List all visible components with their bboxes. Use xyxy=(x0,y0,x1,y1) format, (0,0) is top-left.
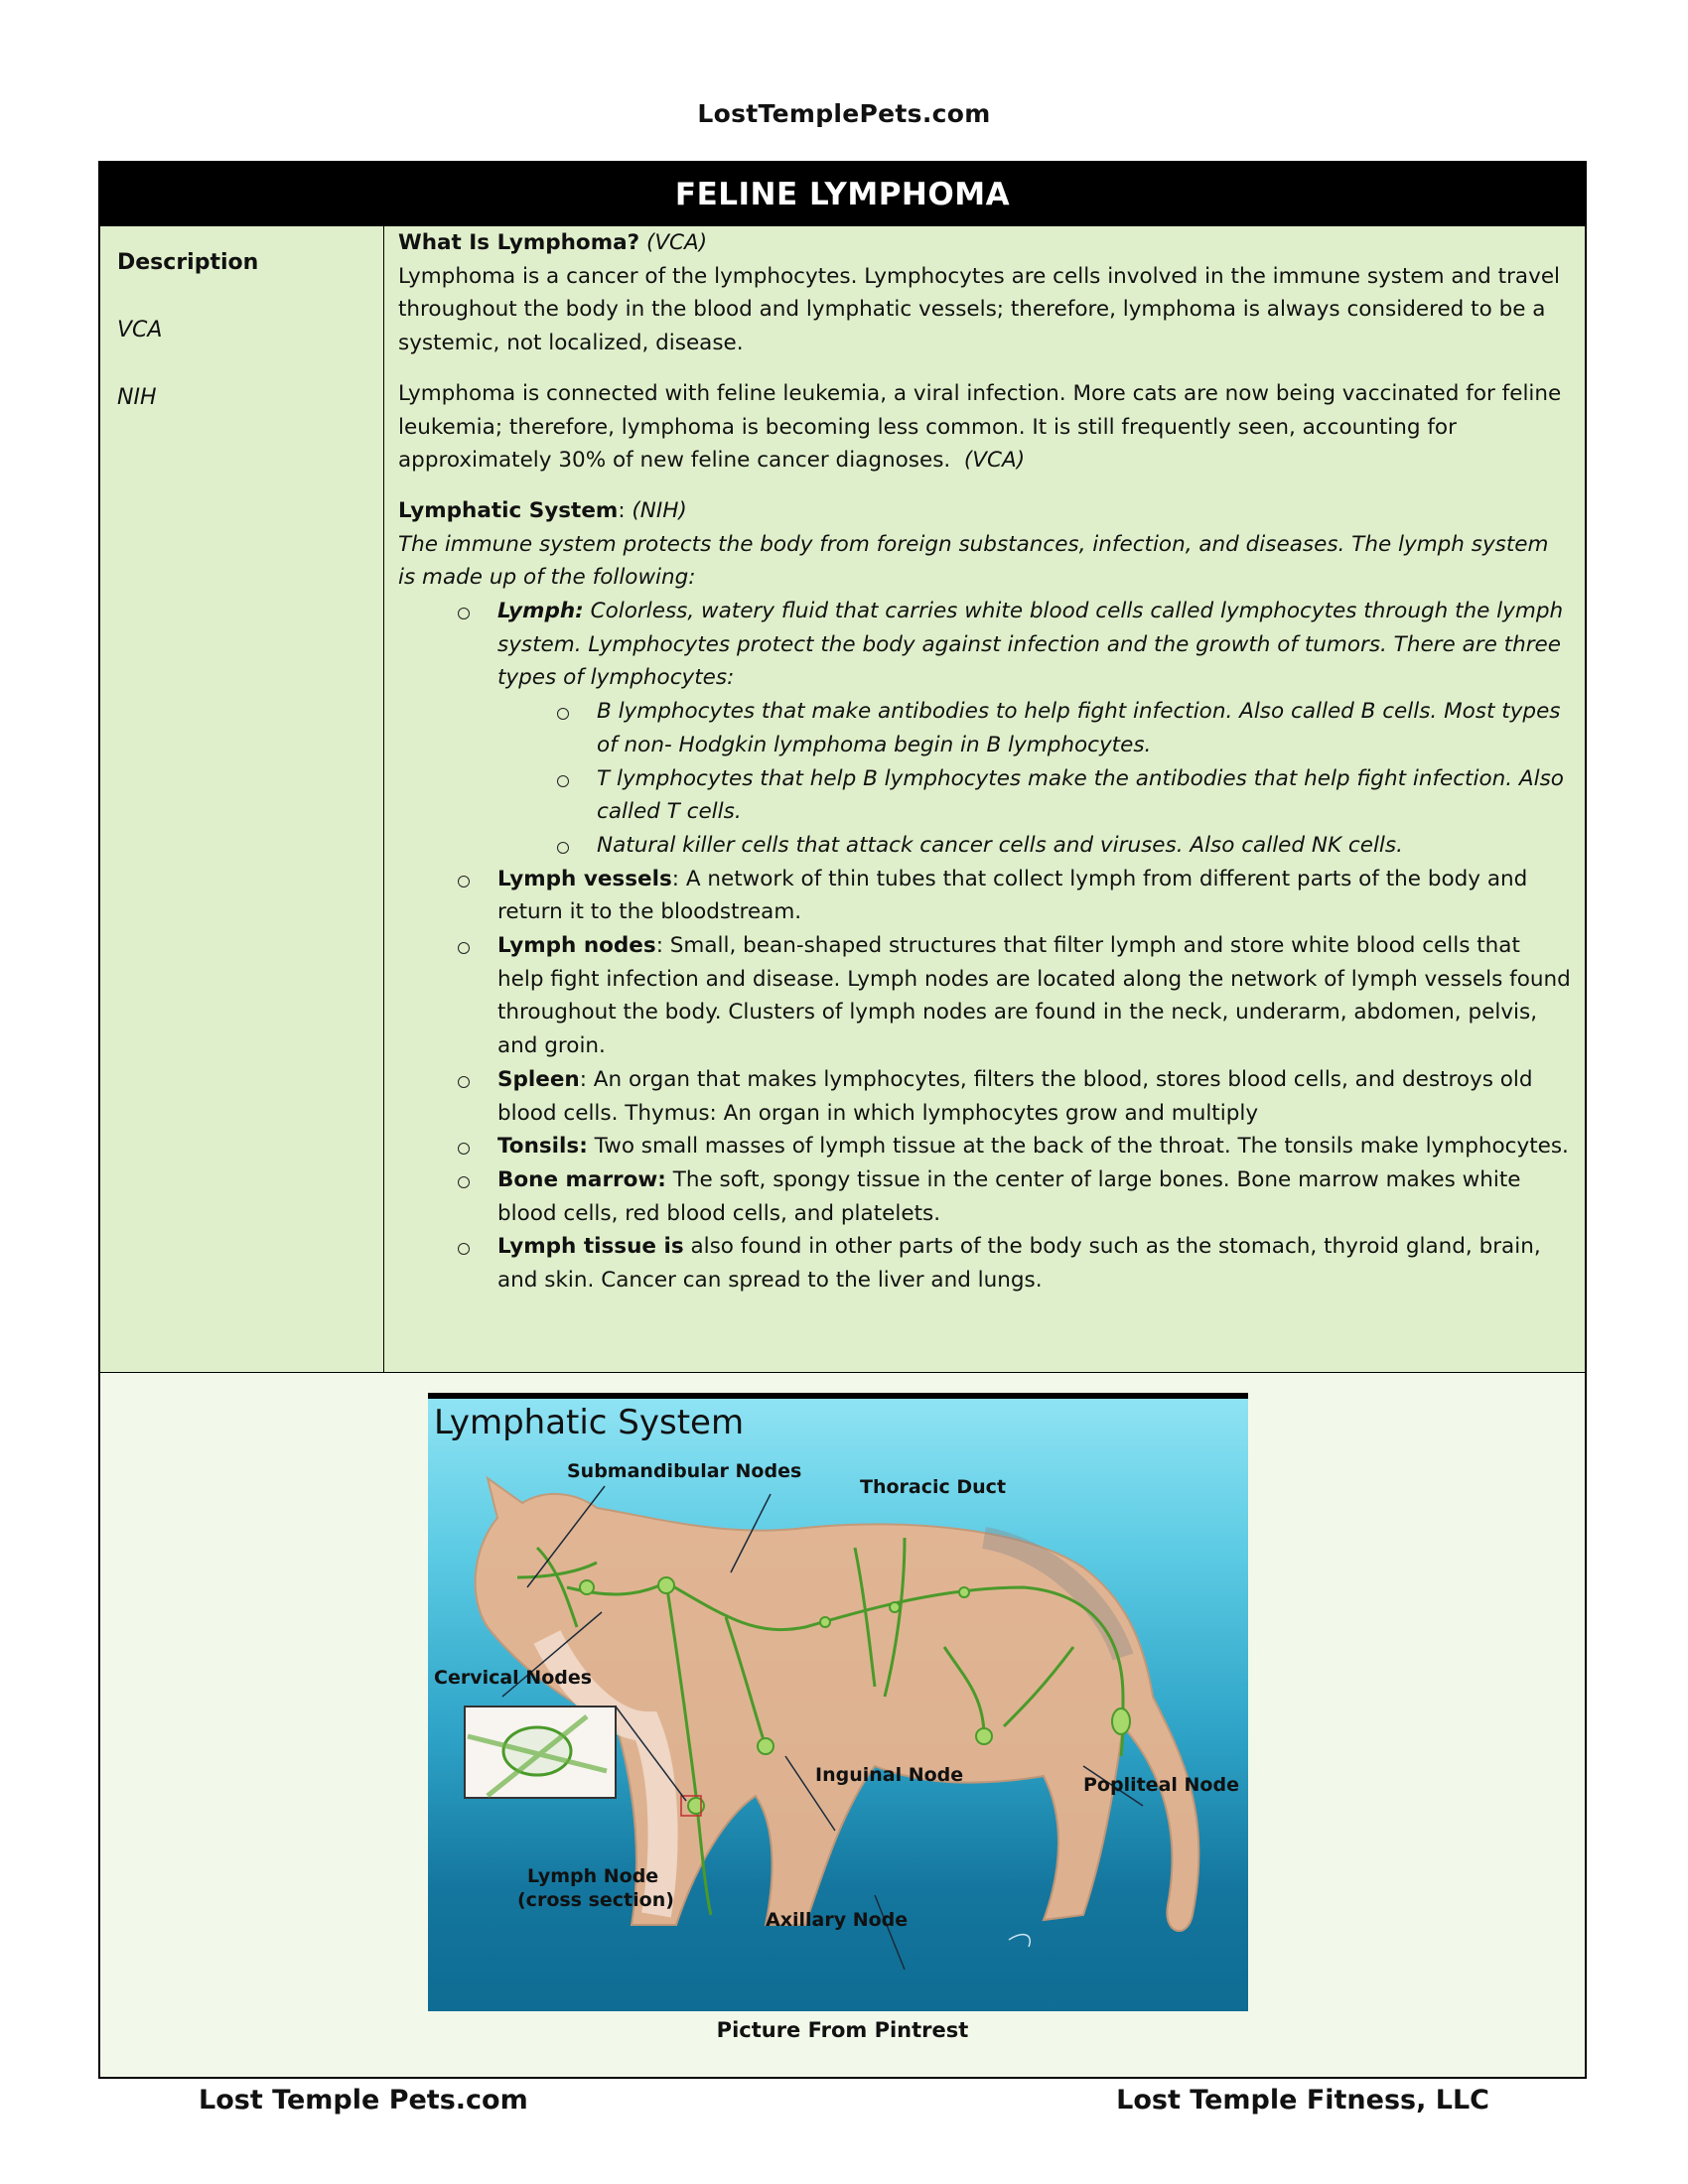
what-is-heading-line xyxy=(398,226,1571,260)
figure-caption: Picture From Pintrest xyxy=(716,2018,969,2042)
label-thoracic-duct: Thoracic Duct xyxy=(860,1476,1007,1498)
content-column xyxy=(398,226,1571,1372)
lymphatic-system-illustration xyxy=(428,1393,1248,2011)
label-popliteal: Popliteal Node xyxy=(1083,1774,1239,1796)
list-item-b-cells: B lymphocytes that make antibodies to help fight infection. Also called B cells. Most types of non- Hodgkin lymphoma begin in B lymphocytes. xyxy=(597,695,1571,761)
what-is-paragraph-1: Lymphoma is a cancer of the lymphocytes. Lymphocytes are cells involved in the immune system and travel throughout the body in the blood and lymphatic vessels; therefore, lymphoma is always considered to be a systemic, not localized, disease. xyxy=(398,263,1561,356)
lymphoma-sheet xyxy=(98,161,1587,2079)
label-cervical: Cervical Nodes xyxy=(434,1667,593,1689)
site-header: LostTemplePets.com xyxy=(697,99,991,128)
source-nih: NIH xyxy=(117,385,157,410)
list-item-nk-cells: Natural killer cells that attack cancer cells and viruses. Also called NK cells. xyxy=(597,829,1571,863)
label-axillary: Axillary Node xyxy=(766,1909,909,1931)
lymphatic-source: (NIH) xyxy=(632,497,687,523)
picture-row xyxy=(100,1373,1585,2077)
description-label: Description xyxy=(117,250,259,275)
lymphatic-heading-line: Lymphatic System: (NIH) xyxy=(398,497,687,523)
label-column xyxy=(100,226,384,1372)
description-row xyxy=(100,226,1585,1373)
figure-title: Lymphatic System xyxy=(434,1403,745,1442)
list-item-lymph-tissue: Lymph tissue is also found in other parts of the body such as the stomach, thyroid gland, brain, and skin. Cancer can spread to the liver and lungs. xyxy=(497,1230,1571,1297)
label-inguinal: Inguinal Node xyxy=(815,1764,964,1786)
what-is-paragraph-2: Lymphoma is connected with feline leukemia, a viral infection. More cats are now being vaccinated for feline leukemia; therefore, lymphoma is becoming less common. It is still frequently seen, accounting for approximately 30% of new feline cancer diagnoses. (VCA) xyxy=(398,380,1562,474)
page-title: FELINE LYMPHOMA xyxy=(100,163,1585,226)
lymphatic-heading: Lymphatic System xyxy=(398,497,619,523)
list-item-spleen: Spleen: An organ that makes lymphocytes, filters the blood, stores blood cells, and destroys old blood cells. Thymus: An organ in which lymphocytes grow and multiply xyxy=(497,1063,1571,1130)
paragraph-2-source: (VCA) xyxy=(963,448,1026,474)
what-is-heading: What Is Lymphoma? xyxy=(398,230,640,255)
what-is-source: (VCA) xyxy=(645,230,708,255)
list-item-lymph-vessels: Lymph vessels: A network of thin tubes that collect lymph from different parts of the body and return it to the bloodstream. xyxy=(497,863,1571,929)
source-vca: VCA xyxy=(117,318,163,342)
footer-right: Lost Temple Fitness, LLC xyxy=(1116,2085,1489,2116)
lymph-system-list xyxy=(398,595,1571,1297)
label-lymph-node: Lymph Node xyxy=(527,1865,659,1887)
lymphatic-intro: The immune system protects the body from foreign substances, infection, and diseases. The lymph system is made up of the following: xyxy=(398,531,1549,591)
label-submandibular: Submandibular Nodes xyxy=(567,1460,802,1482)
list-item-lymph: Lymph: Colorless, watery fluid that carries white blood cells called lymphocytes through the lymph system. Lymphocytes protect the body against infection and the growth of tumors. There are three types of lymphocytes: B lymphocytes that make antibodies to help fight infection. Also called B cells. Most types of non- Hodgkin lymphoma begin in B lymphocytes. T lymphocytes that help B lymphocytes make the antibodies that help fight infection. Also called T cells. Natural killer cells that attack cancer cells and viruses. Also called NK cells. xyxy=(497,595,1571,863)
label-cross-section: (cross section) xyxy=(517,1889,674,1911)
list-item-t-cells: T lymphocytes that help B lymphocytes make the antibodies that help fight infection. Also called T cells. xyxy=(597,762,1571,829)
list-item-lymph-nodes: Lymph nodes: Small, bean-shaped structures that filter lymph and store white blood cells that help fight infection and disease. Lymph nodes are located along the network of lymph vessels found throughout the body. Clusters of lymph nodes are found in the neck, underarm, abdomen, pelvis, and groin. xyxy=(497,929,1571,1063)
list-item-bone-marrow: Bone marrow: The soft, spongy tissue in the center of large bones. Bone marrow makes white blood cells, red blood cells, and platelets. xyxy=(497,1163,1571,1230)
footer-left: Lost Temple Pets.com xyxy=(199,2085,528,2116)
list-item-tonsils: Tonsils: Two small masses of lymph tissue at the back of the throat. The tonsils make lymphocytes. xyxy=(497,1130,1571,1163)
lymphocyte-types-list xyxy=(497,695,1571,863)
